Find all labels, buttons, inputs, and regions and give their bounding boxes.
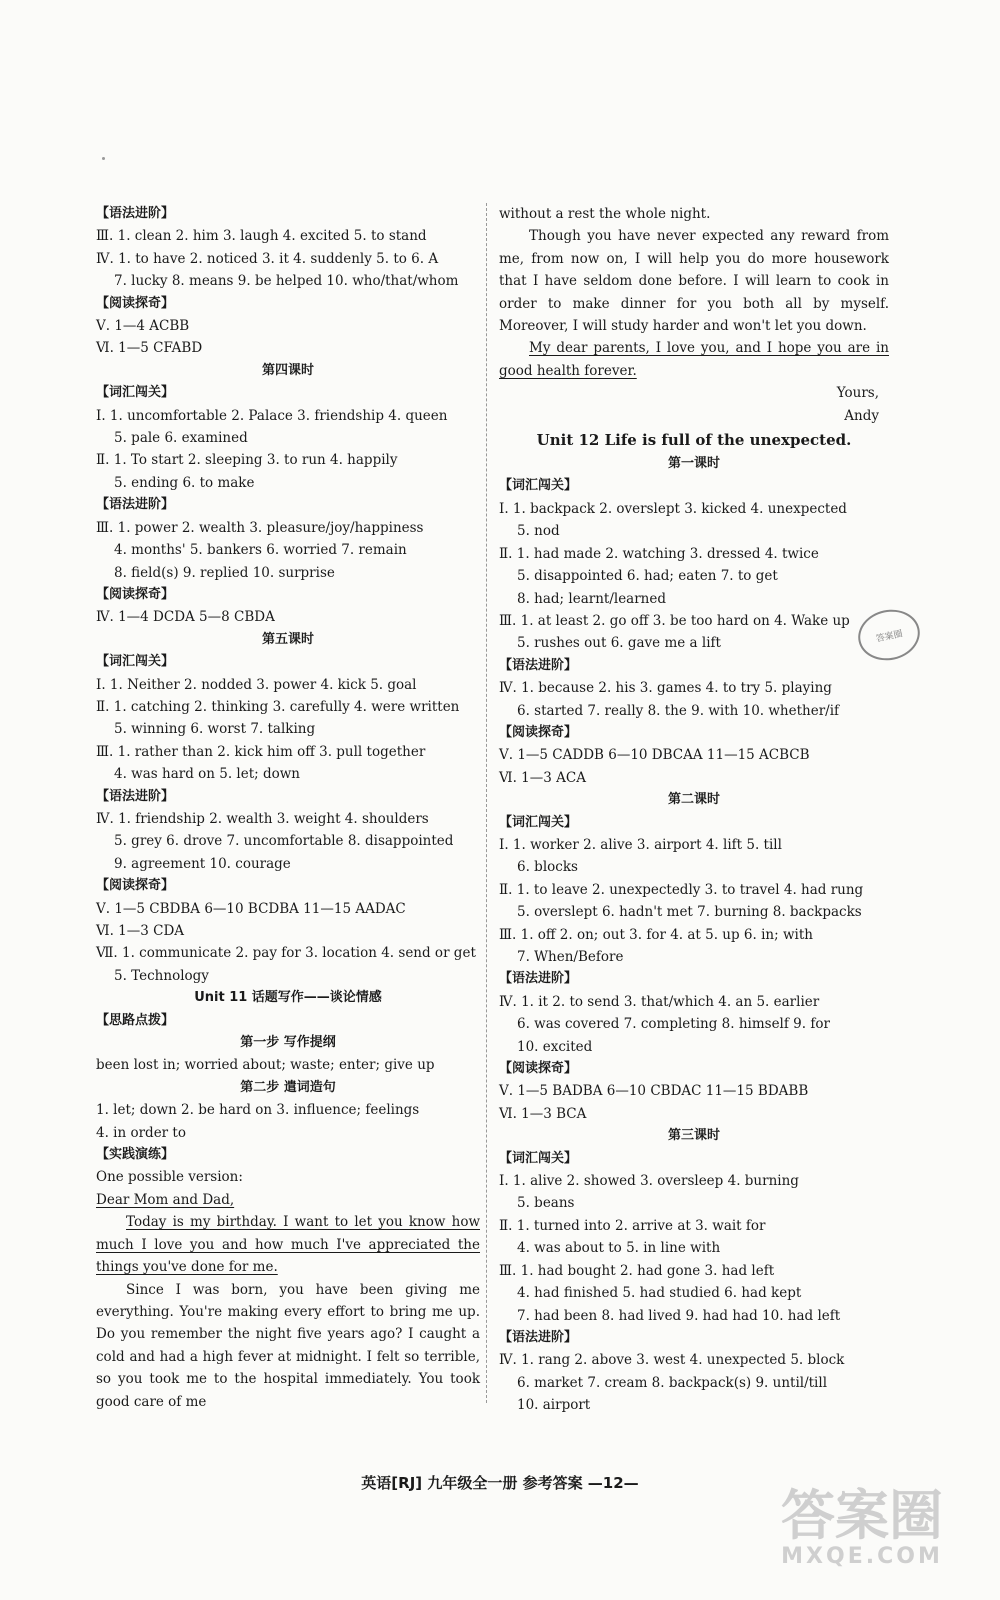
section-heading: 【语法进阶】 bbox=[96, 497, 175, 513]
answer-line: 8. field(s) 9. replied 10. surprise bbox=[114, 564, 335, 581]
letter-paragraph: My dear parents, I love you, and I hope you are in good health forever. bbox=[499, 340, 889, 379]
answer-line: 4. was hard on 5. let; down bbox=[114, 766, 301, 783]
answer-line: 5. ending 6. to make bbox=[114, 474, 255, 491]
answer-line: Ⅲ. 1. at least 2. go off 3. be too hard on 4. Wake up bbox=[499, 612, 850, 629]
answer-line: 5. pale 6. examined bbox=[114, 430, 248, 447]
section-heading: 【词汇闯关】 bbox=[499, 1150, 578, 1166]
answer-line: 4. was about to 5. in line with bbox=[517, 1240, 721, 1257]
answer-line: Ⅱ. 1. had made 2. watching 3. dressed 4. twice bbox=[499, 545, 819, 562]
letter-closing: Yours, bbox=[836, 385, 879, 402]
answer-line: Ⅳ. 1. rang 2. above 3. west 4. unexpected 5. block bbox=[499, 1352, 845, 1369]
answer-line: Ⅰ. 1. Neither 2. nodded 3. power 4. kick 5. goal bbox=[96, 676, 417, 693]
answer-line: 5. rushes out 6. gave me a lift bbox=[517, 635, 721, 652]
letter-signature: Andy bbox=[844, 407, 879, 424]
answer-line: 5. beans bbox=[517, 1195, 575, 1212]
answer-line: 10. excited bbox=[517, 1038, 593, 1055]
watermark-logo bbox=[752, 1484, 972, 1574]
section-heading: 【语法进阶】 bbox=[96, 788, 175, 804]
answer-line: Ⅲ. 1. clean 2. him 3. laugh 4. excited 5. to stand bbox=[96, 228, 427, 245]
answer-line: 10. airport bbox=[517, 1397, 591, 1414]
answer-line: Ⅵ. 1—5 CFABD bbox=[96, 340, 203, 357]
answer-line: Ⅱ. 1. catching 2. thinking 3. carefully 4. were written bbox=[96, 698, 460, 715]
lesson-title: 第一课时 bbox=[667, 456, 720, 472]
answer-line: 7. When/Before bbox=[517, 949, 624, 965]
answer-line: Ⅰ. 1. worker 2. alive 3. airport 4. lift 5. till bbox=[499, 836, 782, 853]
answer-line: Ⅵ. 1—3 ACA bbox=[499, 769, 586, 786]
left-column bbox=[96, 203, 480, 1413]
answer-line: 4. in order to bbox=[96, 1124, 186, 1141]
letter-paragraph: without a rest the whole night. bbox=[499, 206, 711, 222]
answer-line: Ⅰ. 1. uncomfortable 2. Palace 3. friendship 4. queen bbox=[96, 407, 448, 424]
section-heading: 【阅读探奇】 bbox=[96, 295, 175, 311]
answer-line: 7. had been 8. had lived 9. had had 10. had left bbox=[517, 1307, 841, 1324]
answer-line: Ⅳ. 1. it 2. to send 3. that/which 4. an 5. earlier bbox=[499, 993, 820, 1010]
answer-line: Ⅲ. 1. rather than 2. kick him off 3. pull together bbox=[96, 743, 426, 760]
lesson-title: 第三课时 bbox=[667, 1128, 720, 1144]
answer-line: 5. Technology bbox=[114, 967, 209, 984]
answer-line: 5. disappointed 6. had; eaten 7. to get bbox=[517, 568, 778, 585]
answer-line: Ⅶ. 1. communicate 2. pay for 3. location 4. send or get bbox=[96, 945, 476, 962]
answer-line: Ⅱ. 1. to leave 2. unexpectedly 3. to travel 4. had rung bbox=[499, 881, 864, 898]
answer-line: Ⅱ. 1. To start 2. sleeping 3. to run 4. happily bbox=[96, 452, 398, 469]
section-heading: 【词汇闯关】 bbox=[96, 385, 175, 401]
step-title: 第一步 写作提纲 bbox=[240, 1035, 336, 1051]
section-heading: 【实践演练】 bbox=[96, 1147, 175, 1163]
answer-line: 9. agreement 10. courage bbox=[114, 855, 291, 872]
speck bbox=[102, 157, 105, 160]
section-heading: 【词汇闯关】 bbox=[499, 814, 578, 830]
answer-line: Ⅵ. 1—3 BCA bbox=[499, 1105, 587, 1122]
section-heading: 【阅读探奇】 bbox=[499, 724, 578, 740]
answer-line: 5. grey 6. drove 7. uncomfortable 8. disappointed bbox=[114, 833, 454, 850]
answer-line: Ⅲ. 1. power 2. wealth 3. pleasure/joy/happiness bbox=[96, 519, 424, 536]
unit-title: Unit 12 Life is full of the unexpected. bbox=[536, 431, 852, 450]
section-heading: 【语法进阶】 bbox=[499, 971, 578, 987]
lesson-title: 第四课时 bbox=[261, 362, 314, 378]
answer-line: 6. blocks bbox=[517, 859, 578, 876]
answer-line: 5. overslept 6. hadn't met 7. burning 8. backpacks bbox=[517, 904, 862, 921]
answer-line: 7. lucky 8. means 9. be helped 10. who/that/whom bbox=[114, 273, 459, 290]
answer-line: 6. market 7. cream 8. backpack(s) 9. until/till bbox=[517, 1374, 828, 1391]
lesson-title: 第二课时 bbox=[667, 792, 720, 808]
answer-line: Ⅱ. 1. turned into 2. arrive at 3. wait for bbox=[499, 1217, 766, 1234]
answer-line: Ⅳ. 1. because 2. his 3. games 4. to try 5. playing bbox=[499, 680, 832, 697]
answer-line: 6. was covered 7. completing 8. himself 9. for bbox=[517, 1016, 830, 1033]
section-heading: 【语法进阶】 bbox=[499, 657, 578, 673]
answer-line: 8. had; learnt/learned bbox=[517, 590, 667, 607]
version-label: One possible version: bbox=[96, 1169, 243, 1186]
right-column bbox=[499, 203, 889, 1417]
answer-line: Ⅲ. 1. off 2. on; out 3. for 4. at 5. up 6. in; with bbox=[499, 926, 813, 943]
answer-line: Ⅳ. 1—4 DCDA 5—8 CBDA bbox=[96, 609, 275, 626]
answer-line: 1. let; down 2. be hard on 3. influence; feelings bbox=[96, 1102, 420, 1119]
stamp-seal: 答案圈 bbox=[853, 604, 924, 666]
answer-line: Ⅴ. 1—4 ACBB bbox=[96, 318, 190, 335]
section-heading: 【阅读探奇】 bbox=[96, 586, 175, 602]
section-heading: 【阅读探奇】 bbox=[499, 1061, 578, 1077]
section-heading: 【阅读探奇】 bbox=[96, 878, 175, 894]
answer-line: Ⅰ. 1. alive 2. showed 3. oversleep 4. burning bbox=[499, 1173, 799, 1190]
column-divider bbox=[486, 203, 487, 1403]
section-heading: 【语法进阶】 bbox=[499, 1329, 578, 1345]
answer-line: Ⅲ. 1. had bought 2. had gone 3. had left bbox=[499, 1262, 775, 1279]
page-footer: 英语[RJ] 九年级全一册 参考答案 —12— bbox=[361, 1474, 639, 1492]
lesson-title: 第五课时 bbox=[261, 631, 314, 647]
answer-line: 5. winning 6. worst 7. talking bbox=[114, 721, 316, 738]
letter-greeting: Dear Mom and Dad, bbox=[96, 1191, 235, 1208]
watermark-url: MXQE.COM bbox=[781, 1544, 943, 1569]
section-heading: 【语法进阶】 bbox=[96, 206, 175, 221]
answer-line: Ⅳ. 1. friendship 2. wealth 3. weight 4. shoulders bbox=[96, 810, 429, 827]
letter-paragraph: Today is my birthday. I want to let you know how much I love you and how much I've appreciated the things you've done for me. bbox=[96, 1214, 480, 1276]
answer-line: been lost in; worried about; waste; enter; give up bbox=[96, 1057, 435, 1074]
section-heading: 【词汇闯关】 bbox=[499, 478, 578, 494]
answer-line: 6. started 7. really 8. the 9. with 10. whether/if bbox=[517, 702, 840, 719]
answer-line: Ⅳ. 1. to have 2. noticed 3. it 4. suddenly 5. to 6. A bbox=[96, 250, 439, 267]
answer-line: Ⅵ. 1—3 CDA bbox=[96, 923, 185, 939]
section-heading: 【思路点拨】 bbox=[96, 1012, 175, 1028]
answer-line: Ⅴ. 1—5 CBDBA 6—10 BCDBA 11—15 AADAC bbox=[96, 900, 406, 917]
answer-line: 5. nod bbox=[517, 523, 560, 540]
watermark-text: 答案圈 bbox=[781, 1484, 943, 1547]
answer-line: Ⅴ. 1—5 BADBA 6—10 CBDAC 11—15 BDABB bbox=[499, 1083, 809, 1100]
answer-line: Ⅴ. 1—5 CADDB 6—10 DBCAA 11—15 ACBCB bbox=[499, 747, 810, 764]
letter-paragraph: Since I was born, you have been giving me everything. You're making every effort to bring me up. Do you remember the night five years ago? I caught a cold and had a high fever at midnight. I felt so terrible, so you took me to the hospital immediately. You took good care of me bbox=[96, 1281, 480, 1410]
step-title: 第二步 遣词造句 bbox=[240, 1079, 336, 1095]
section-heading: 【词汇闯关】 bbox=[96, 654, 175, 670]
answer-line: Ⅰ. 1. backpack 2. overslept 3. kicked 4. unexpected bbox=[499, 500, 847, 517]
answer-line: 4. months' 5. bankers 6. worried 7. remain bbox=[114, 542, 407, 559]
unit-title: Unit 11 话题写作——谈论情感 bbox=[194, 990, 382, 1006]
letter-paragraph: Though you have never expected any reward from me, from now on, I will help you do more housework that I have seldom done before. I will learn to cook in order to make dinner for you both all by myself. Moreover, I will study harder and won't let you down. bbox=[499, 228, 889, 335]
answer-line: 4. had finished 5. had studied 6. had kept bbox=[517, 1285, 802, 1302]
